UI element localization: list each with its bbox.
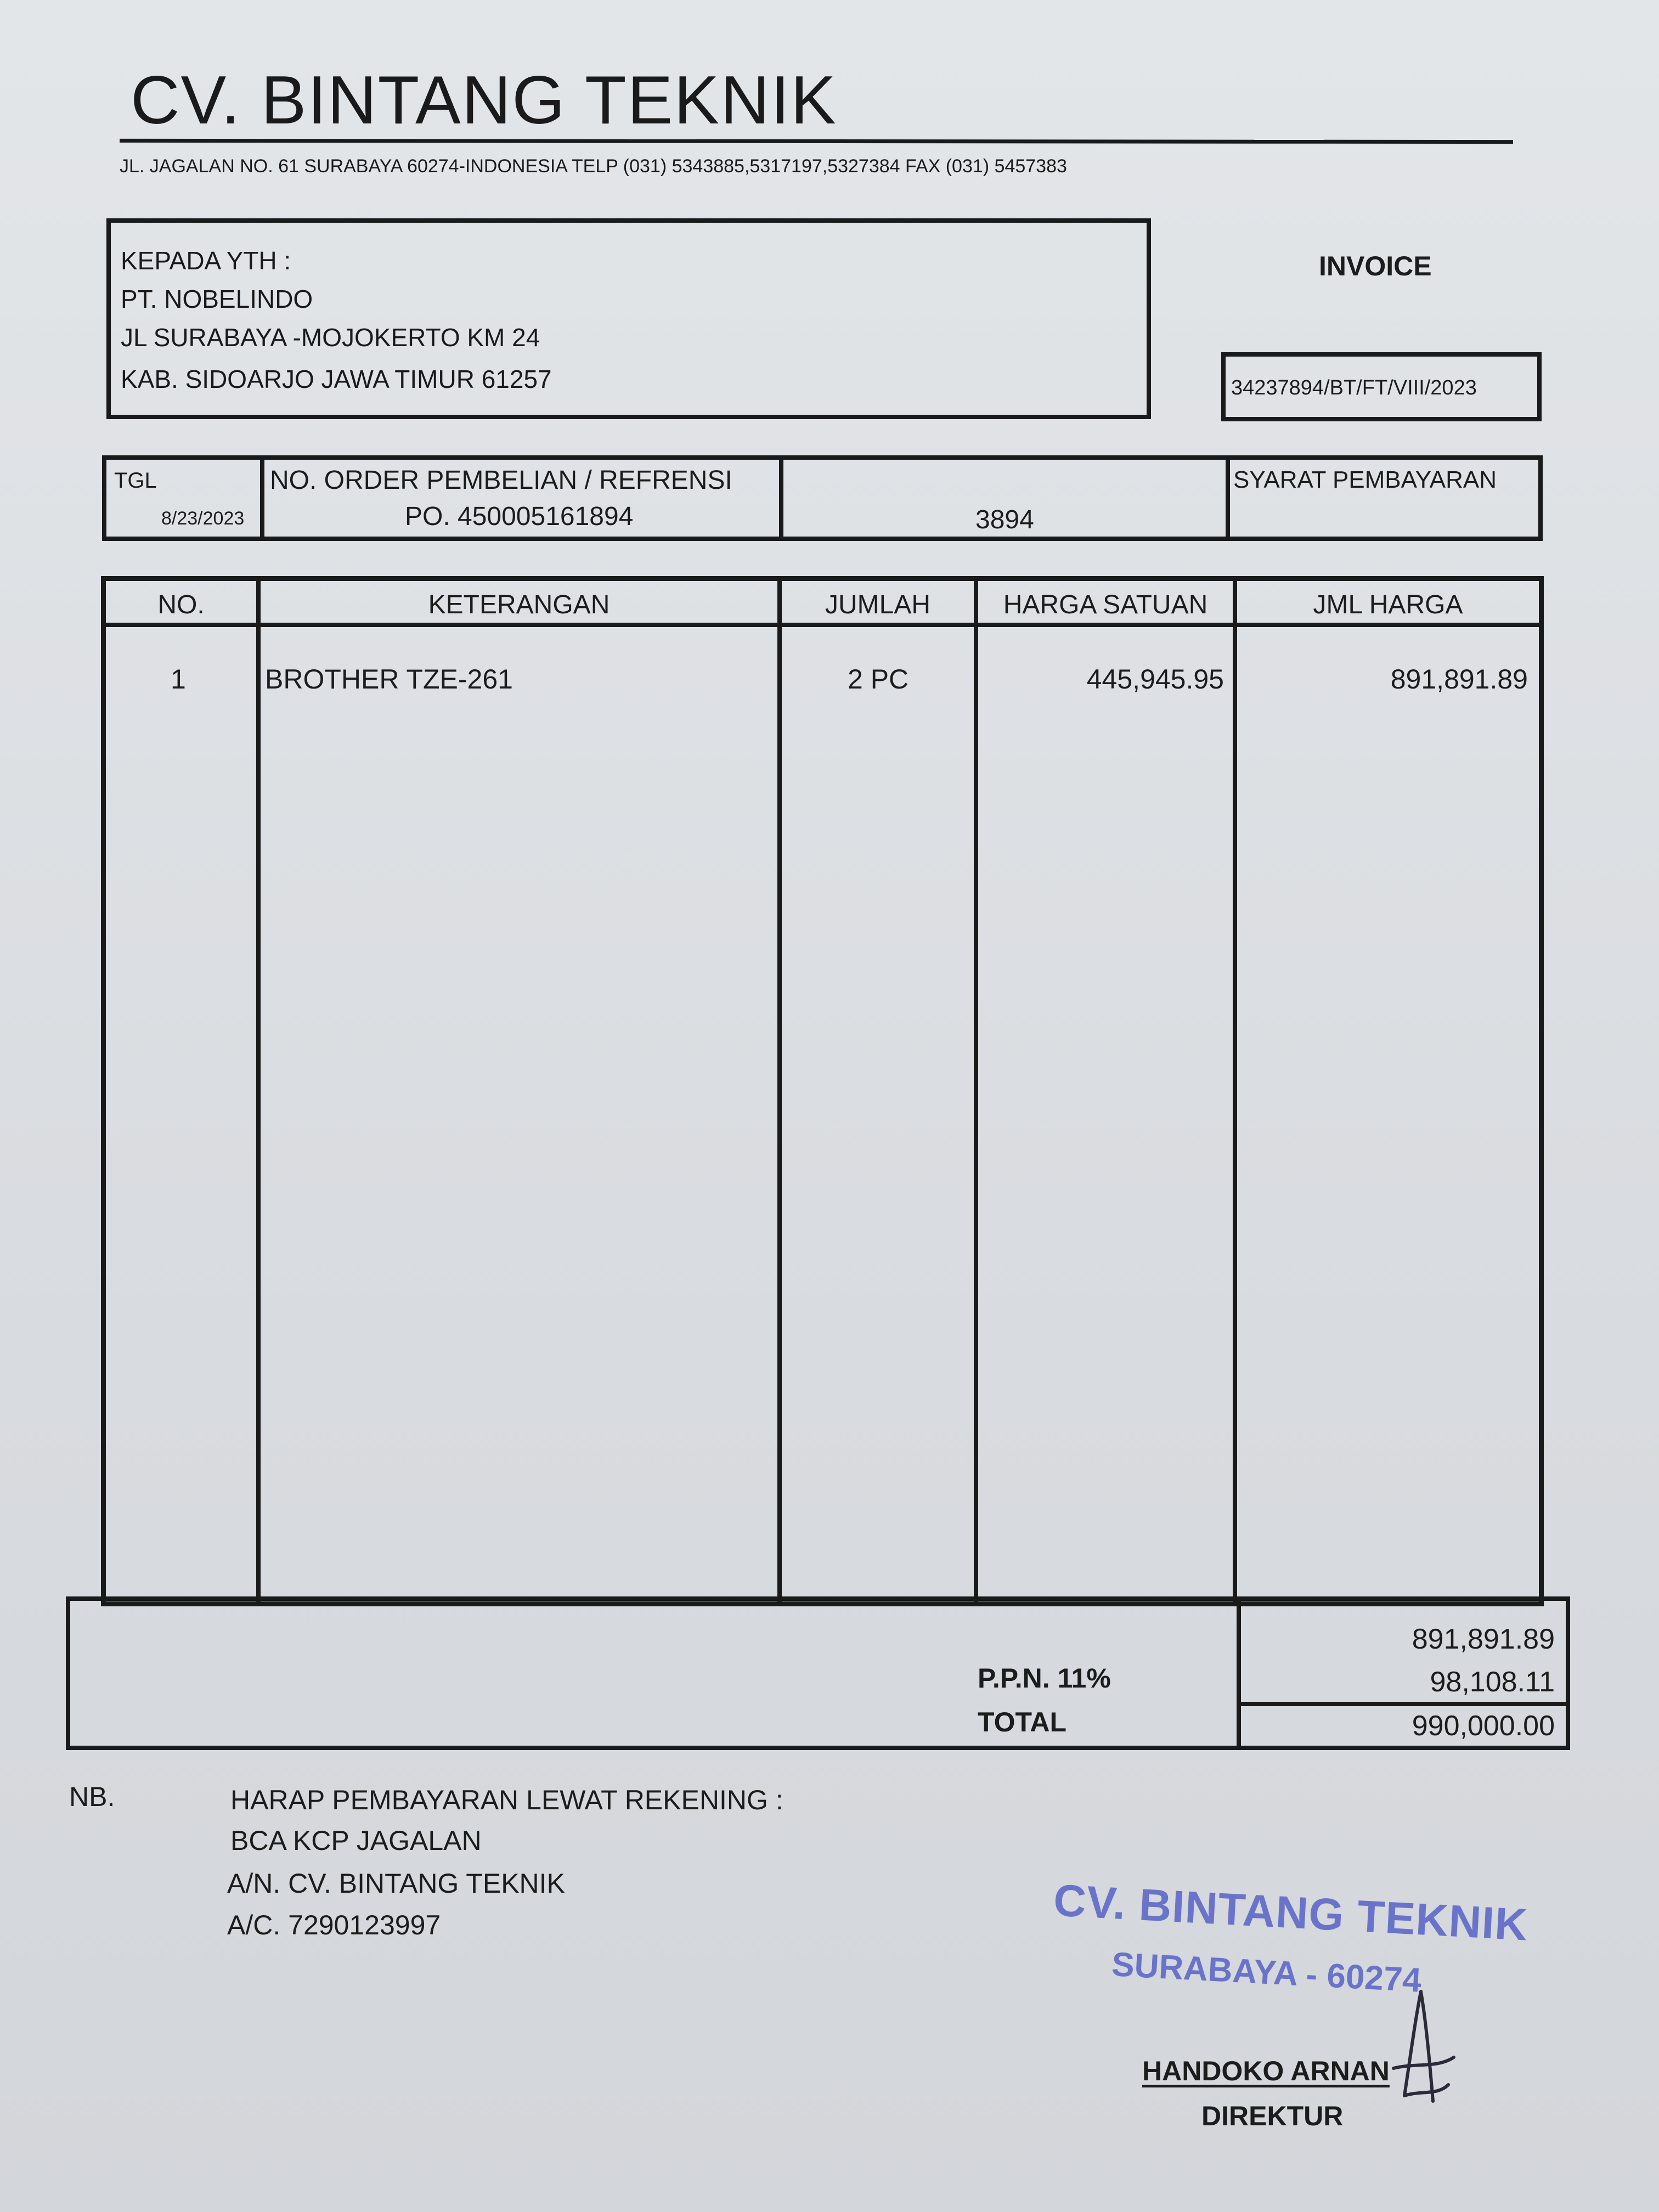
company-name: CV. BINTANG TEKNIK xyxy=(131,63,837,138)
signatory-name: HANDOKO ARNAN xyxy=(1142,2056,1390,2086)
order-divider xyxy=(260,460,264,537)
col-header-description: KETERANGAN xyxy=(428,590,610,619)
order-date: 8/23/2023 xyxy=(161,508,245,529)
recipient-address-2: KAB. SIDOARJO JAWA TIMUR 61257 xyxy=(121,365,552,393)
tax-label: P.P.N. 11% xyxy=(978,1663,1111,1694)
item-amount: 891,891.89 xyxy=(1390,664,1528,695)
header-underline xyxy=(106,623,1539,627)
items-table xyxy=(101,576,1544,1606)
totals-box xyxy=(66,1596,1570,1750)
invoice-number: 34237894/BT/FT/VIII/2023 xyxy=(1231,376,1477,399)
date-label: TGL xyxy=(114,469,157,493)
recipient-label: KEPADA YTH : xyxy=(121,246,291,275)
po-number: PO. 450005161894 xyxy=(405,502,634,531)
column-divider xyxy=(1233,581,1237,1601)
tax-value: 98,108.11 xyxy=(1430,1666,1555,1698)
total-value: 990,000.00 xyxy=(1412,1710,1555,1742)
company-stamp-name: CV. BINTANG TEKNIK xyxy=(1052,1875,1530,1950)
recipient-address-1: JL SURABAYA -MOJOKERTO KM 24 xyxy=(121,323,540,352)
order-reference: 3894 xyxy=(975,505,1034,534)
account-number: A/C. 7290123997 xyxy=(227,1910,441,1940)
item-description: BROTHER TZE-261 xyxy=(265,664,513,695)
invoice-number-box xyxy=(1221,352,1542,421)
column-divider xyxy=(777,581,782,1601)
col-header-no: NO. xyxy=(157,590,205,619)
signatory-title: DIREKTUR xyxy=(1201,2101,1344,2131)
item-unit-price: 445,945.95 xyxy=(1086,664,1224,695)
column-divider xyxy=(256,581,261,1601)
payment-terms-label: SYARAT PEMBAYARAN xyxy=(1233,466,1497,493)
account-name: A/N. CV. BINTANG TEKNIK xyxy=(227,1868,565,1899)
totals-divider xyxy=(1237,1601,1241,1746)
subtotal-value: 891,891.89 xyxy=(1412,1623,1555,1655)
item-no: 1 xyxy=(171,664,186,695)
payment-note: HARAP PEMBAYARAN LEWAT REKENING : xyxy=(230,1785,783,1815)
order-info-table xyxy=(102,455,1543,541)
item-quantity: 2 PC xyxy=(848,664,909,695)
col-header-unit-price: HARGA SATUAN xyxy=(1003,590,1208,619)
po-label: NO. ORDER PEMBELIAN / REFRENSI xyxy=(270,466,732,495)
bank-name: BCA KCP JAGALAN xyxy=(230,1825,482,1856)
order-divider xyxy=(779,460,783,537)
col-header-quantity: JUMLAH xyxy=(825,590,931,619)
company-stamp-city: SURABAYA - 60274 xyxy=(1110,1945,1423,2000)
column-divider xyxy=(974,581,978,1601)
nb-label: NB. xyxy=(69,1781,115,1812)
company-address: JL. JAGALAN NO. 61 SURABAYA 60274-INDONESIA TELP (031) 5343885,5317197,5327384 FAX (031) 5457383 xyxy=(120,156,1067,177)
header-rule xyxy=(120,139,1513,144)
col-header-amount: JML HARGA xyxy=(1313,590,1463,619)
invoice-title: INVOICE xyxy=(1319,251,1432,281)
totals-rule xyxy=(1237,1702,1566,1706)
total-label: TOTAL xyxy=(978,1707,1067,1737)
order-divider xyxy=(1226,460,1230,537)
recipient-box xyxy=(106,218,1151,419)
recipient-name: PT. NOBELINDO xyxy=(121,285,313,313)
signature-mark xyxy=(1383,1986,1459,2118)
